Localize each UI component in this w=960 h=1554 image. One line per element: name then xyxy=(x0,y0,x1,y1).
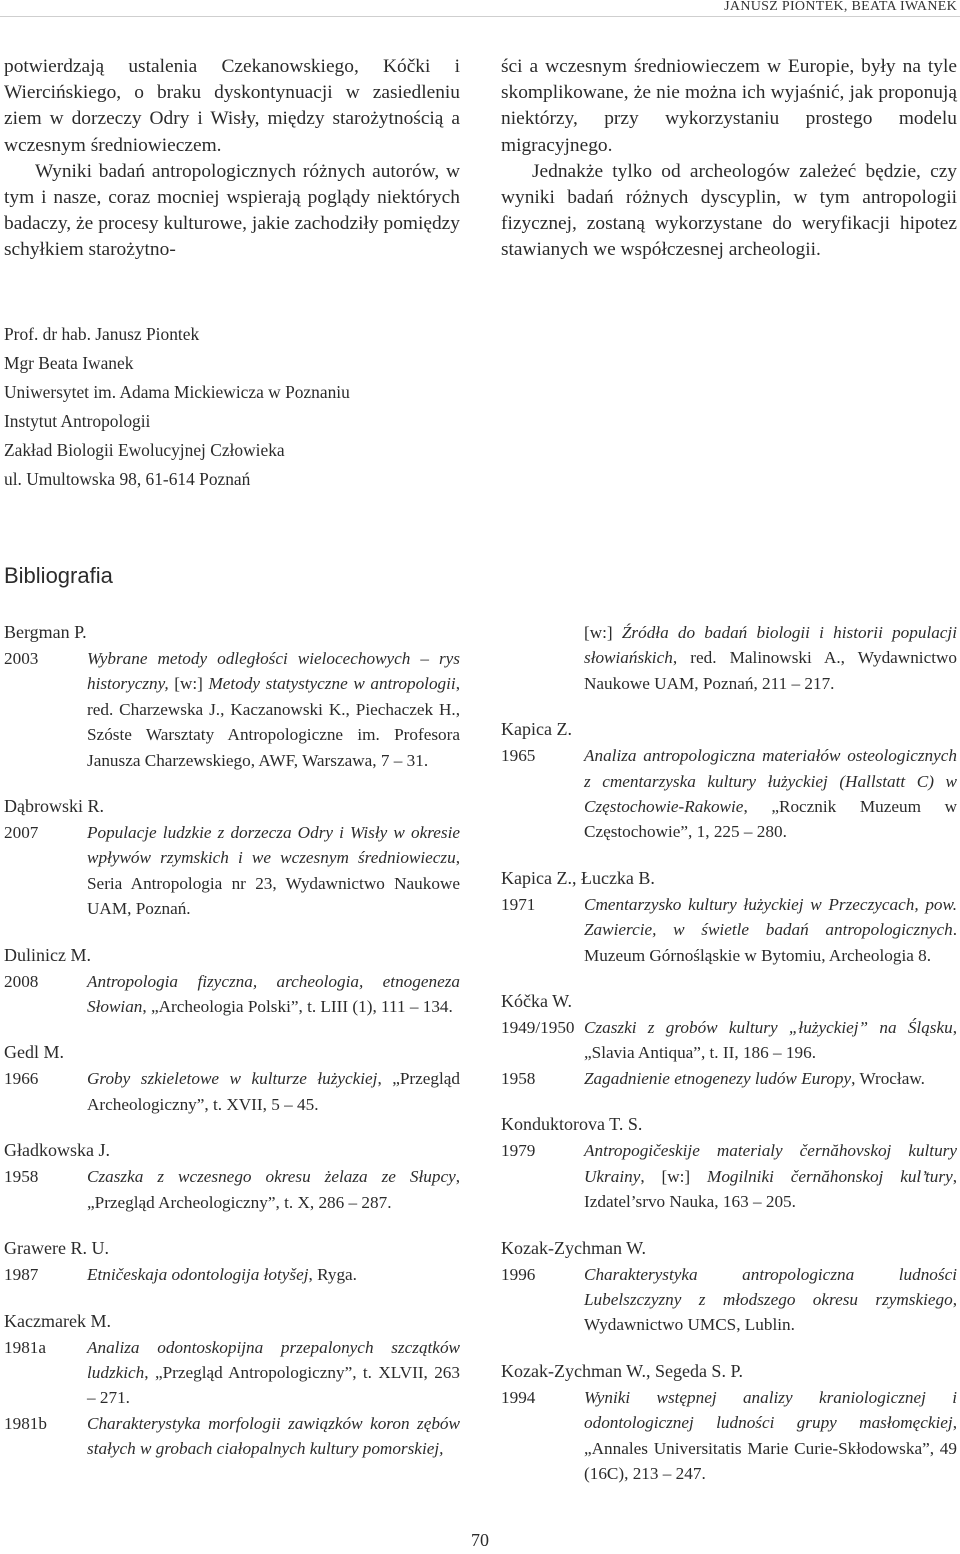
bib-group xyxy=(4,1309,460,1462)
body-column-left xyxy=(4,54,460,264)
bib-continuation xyxy=(501,620,957,696)
affiliation-line: ul. Umultowska 98, 61-614 Poznań xyxy=(4,469,251,489)
bib-title: Antropologia fizyczna, archeologia, etnogeneza Słowian xyxy=(87,971,460,1017)
bib-group xyxy=(4,1138,460,1215)
bib-title: Analiza antropologiczna materiałów osteologicznych z cmentarzyska kultury łużyckiej (Hallstatt C) w Częstochowie-Rakowie xyxy=(584,746,957,817)
bib-text xyxy=(87,820,460,922)
bib-group xyxy=(4,943,460,1020)
bib-detail: , „Slavia Antiqua”, t. II, 186 – 196. xyxy=(584,1018,957,1063)
bib-text xyxy=(584,1015,957,1066)
bib-detail: . Muzeum Górnośląskie w Bytomiu, Archeologia 8. xyxy=(584,920,957,965)
bib-detail: , Wrocław. xyxy=(851,1068,925,1088)
bib-author: Kapica Z. xyxy=(501,719,572,740)
bib-title: Antropogičeskije materialy černăhovskoj kultury Ukrainy xyxy=(584,1141,957,1186)
bib-group xyxy=(4,1040,460,1117)
bib-detail: , Ryga. xyxy=(308,1265,357,1285)
bib-group xyxy=(4,1236,460,1287)
bib-detail: [w:] xyxy=(168,674,209,694)
bib-entry xyxy=(4,646,460,773)
bib-text xyxy=(87,1262,460,1287)
page-number: 70 xyxy=(471,1530,489,1550)
bib-year: 1965 xyxy=(501,746,536,766)
bib-group xyxy=(501,866,957,968)
bib-group xyxy=(501,717,957,845)
bib-entry xyxy=(501,1066,957,1091)
bib-group xyxy=(501,1359,957,1487)
bib-title: Mogilniki černăhonskoj kul’tury xyxy=(707,1166,953,1186)
bib-text xyxy=(584,1262,957,1338)
bib-entry xyxy=(4,1335,460,1411)
bib-detail: , „Archeologia Polski”, t. LIII (1), 111 – 134. xyxy=(142,997,453,1017)
bib-title: Populacje ludzkie z dorzecza Odry i Wisły w okresie wpływów rzymskich i we wczesnym średniowieczu xyxy=(87,823,460,868)
bib-title: Wybrane metody odległości wielocechowych – rys historyczny, xyxy=(87,649,460,694)
author-affiliation xyxy=(4,320,350,494)
bib-title: Czaszki z grobów kultury „łużyckiej” na Śląsku xyxy=(584,1018,953,1038)
bib-detail: , red. Charzewska J., Kaczanowski K., Piechaczek H., Szóste Warsztaty Antropologiczne im. Profesora Janusza Charzewskiego, AWF, Warszawa, 7 – 31. xyxy=(87,674,460,770)
bib-text xyxy=(87,1164,460,1215)
body-paragraph: Jednakże tylko od archeologów zależeć będzie, czy wyniki badań różnych dyscyplin, w tym antropologii fizycznej, zostaną wykorzystane do weryfikacji hipotez stawianych we współczesnej archeologii. xyxy=(501,160,957,261)
bib-entry xyxy=(4,1164,460,1215)
bib-title: Cmentarzysko kultury łużyckiej w Przeczycach, pow. Zawiercie, w świetle badań antropologicznych xyxy=(584,894,957,940)
bib-detail: , „Przegląd Antropologiczny”, t. XLVII, 263 – 271. xyxy=(87,1362,460,1408)
bib-entry xyxy=(501,743,957,845)
bibliography-column-right xyxy=(501,620,957,1507)
bib-detail: , Izdatel’srvo Nauka, 163 – 205. xyxy=(584,1166,957,1212)
bib-entry xyxy=(4,820,460,922)
bib-entry xyxy=(501,892,957,968)
bib-title: Charakterystyka antropologiczna ludności Lubelszczyzny z młodszego okresu rzymskiego xyxy=(584,1264,957,1309)
bib-author: Dulinicz M. xyxy=(4,944,91,965)
affiliation-line: Instytut Antropologii xyxy=(4,411,151,431)
bib-group xyxy=(501,989,957,1091)
bib-year: 1994 xyxy=(501,1387,536,1407)
bib-year: 2003 xyxy=(4,649,39,668)
bib-year: 1958 xyxy=(501,1068,536,1088)
bib-group xyxy=(501,620,957,696)
bib-detail: , red. Malinowski A., Wydawnictwo Naukowe UAM, Poznań, 211 – 217. xyxy=(584,648,957,693)
header-rule xyxy=(0,16,960,17)
bib-detail: , „Przegląd Archeologiczny”, t. X, 286 – 287. xyxy=(87,1167,460,1212)
bib-author: Kaczmarek M. xyxy=(4,1310,111,1331)
bib-year: 2008 xyxy=(4,971,39,991)
bib-text xyxy=(87,969,460,1020)
bib-year: 1987 xyxy=(4,1265,39,1285)
bib-text xyxy=(87,1411,460,1462)
bib-year: 1949/1950 xyxy=(501,1018,575,1038)
bib-year: 1981b xyxy=(4,1413,47,1433)
bib-title: Czaszka z wczesnego okresu żelaza ze Słupcy xyxy=(87,1167,456,1187)
bib-text xyxy=(584,892,957,968)
bib-author: Kóčka W. xyxy=(501,991,572,1012)
bib-entry xyxy=(4,1066,460,1117)
bib-group xyxy=(4,620,460,773)
bib-entry xyxy=(501,1138,957,1214)
bibliography-column-left xyxy=(4,620,460,1483)
bib-detail: , [w:] xyxy=(640,1166,708,1186)
body-paragraph: ści a wczesnym średniowieczem w Europie, były na tyle skomplikowane, że nie można ich wyjaśnić, jak proponują niektórzy, przy wykorzystaniu prostego modelu migracyjnego. xyxy=(501,56,957,156)
body-column-right xyxy=(501,54,957,264)
bib-author: Kozak-Zychman W. xyxy=(501,1237,646,1258)
bib-group xyxy=(501,1236,957,1338)
bib-title: Etničeskaja odontologija łotyšej xyxy=(87,1265,309,1285)
bib-entry xyxy=(501,1015,957,1066)
affiliation-line: Prof. dr hab. Janusz Piontek xyxy=(4,324,200,344)
bib-detail: [w:] xyxy=(584,623,622,642)
bib-text xyxy=(87,1066,460,1117)
bib-author: Dąbrowski R. xyxy=(4,796,104,817)
bib-year: 1966 xyxy=(4,1069,39,1089)
bib-group xyxy=(501,1112,957,1214)
bib-entry xyxy=(4,969,460,1020)
affiliation-line: Mgr Beata Iwanek xyxy=(4,353,134,373)
bib-text xyxy=(584,1066,957,1091)
bib-entry xyxy=(501,1385,957,1487)
bib-title: Źródła do badań biologii i historii populacji słowiańskich xyxy=(584,623,957,668)
bib-entry xyxy=(4,1262,460,1287)
bib-title: Analiza odontoskopijna przepalonych szczątków ludzkich xyxy=(87,1337,460,1382)
bib-detail: , „Rocznik Muzeum w Częstochowie”, 1, 225 – 280. xyxy=(584,797,957,842)
bib-detail: , Wydawnictwo UMCS, Lublin. xyxy=(584,1289,957,1335)
bibliography-heading: Bibliografia xyxy=(4,563,113,588)
bib-year: 1958 xyxy=(4,1167,39,1187)
bib-year: 1981a xyxy=(4,1337,47,1357)
bib-title: Charakterystyka morfologii zawiązków koron zębów stałych w grobach ciałopalnych kultury pomorskiej, xyxy=(87,1413,460,1459)
bib-text xyxy=(87,1335,460,1411)
body-paragraph: potwierdzają ustalenia Czekanowskiego, Kóčki i Wiercińskiego, o braku dyskontynuacji w zasiedleniu ziem w dorzeczy Odry i Wisły, między starożytnością a wczesnym średniowieczem. xyxy=(4,56,460,156)
bib-year: 1996 xyxy=(501,1264,536,1284)
bib-text xyxy=(584,1138,957,1214)
bib-title: Zagadnienie etnogenezy ludów Europy xyxy=(584,1068,852,1088)
body-paragraph: Wyniki badań antropologicznych różnych autorów, w tym i nasze, coraz mocniej wspierają poglądy niektórych badaczy, że procesy kulturowe, jakie zachodziły pomiędzy schyłkiem starożytno- xyxy=(4,160,460,261)
bib-title: Metody statystyczne w antropologii xyxy=(208,674,456,694)
affiliation-line: Zakład Biologii Ewolucyjnej Człowieka xyxy=(4,440,285,460)
bib-author: Konduktorova T. S. xyxy=(501,1114,643,1135)
bib-text xyxy=(87,646,460,773)
bib-author: Gedl M. xyxy=(4,1042,64,1063)
bib-detail: , „Annales Universitatis Marie Curie-Skłodowska”, 49 (16C), 213 – 247. xyxy=(584,1413,957,1483)
bib-author: Gładkowska J. xyxy=(4,1140,110,1161)
bib-title: Wyniki wstępnej analizy kraniologicznej i odontologicznej ludności grupy masłomęckiej xyxy=(584,1387,957,1433)
bib-entry xyxy=(4,1411,460,1462)
running-head: JANUSZ PIONTEK, BEATA IWANEK xyxy=(724,0,957,14)
bib-group xyxy=(4,794,460,922)
bib-text xyxy=(584,1385,957,1487)
affiliation-line: Uniwersytet im. Adama Mickiewicza w Poznaniu xyxy=(4,382,350,402)
bib-year: 2007 xyxy=(4,823,39,843)
bib-title: Groby szkieletowe w kulturze łużyckiej xyxy=(87,1069,378,1089)
bib-year: 1979 xyxy=(501,1141,536,1161)
bib-author: Grawere R. U. xyxy=(4,1238,109,1259)
bib-author: Bergman P. xyxy=(4,622,87,642)
bib-year: 1971 xyxy=(501,894,536,914)
bib-text xyxy=(584,743,957,845)
bib-entry xyxy=(501,1262,957,1338)
bib-author: Kozak-Zychman W., Segeda S. P. xyxy=(501,1360,743,1381)
bib-author: Kapica Z., Łuczka B. xyxy=(501,867,655,888)
bib-detail: , „Przegląd Archeologiczny”, t. XVII, 5 – 45. xyxy=(87,1069,460,1114)
bib-detail: , Seria Antropologia nr 23, Wydawnictwo Naukowe UAM, Poznań. xyxy=(87,848,460,919)
